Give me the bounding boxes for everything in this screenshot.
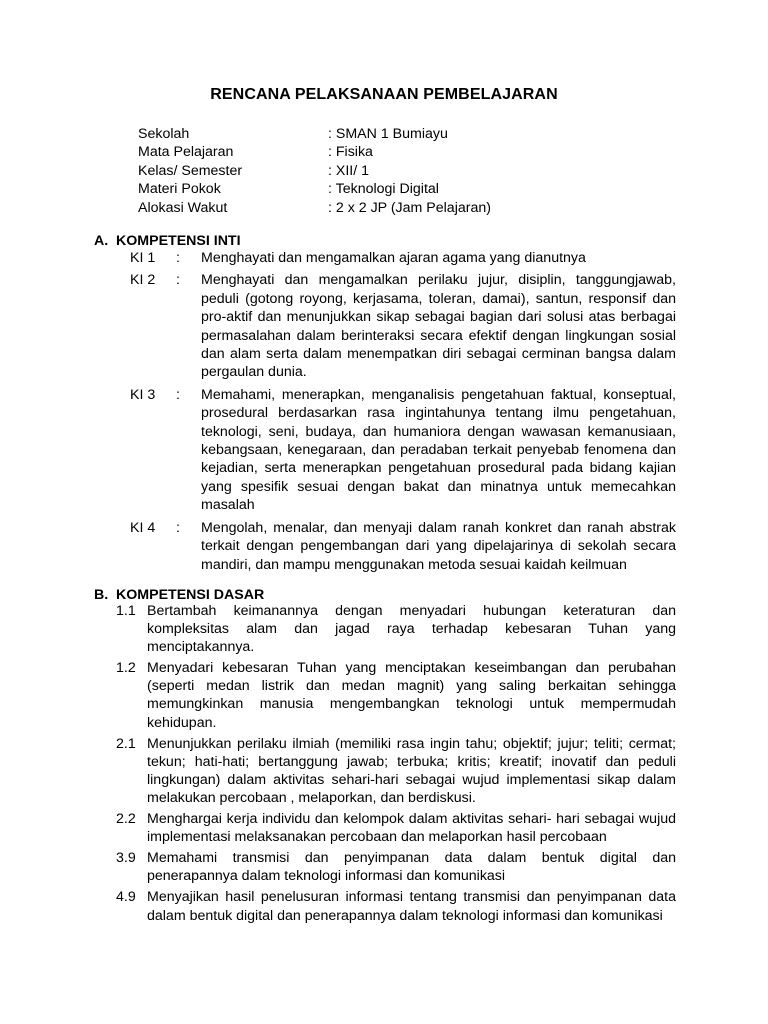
- info-block: [138, 125, 491, 217]
- kd-item: [116, 735, 676, 807]
- info-row-topic: [138, 180, 491, 198]
- ki-code: KI 2: [130, 272, 156, 289]
- ki-code: KI 3: [130, 386, 156, 403]
- ki-text: Memahami, menerapkan, menganalisis pengetahuan faktual, konseptual, prosedural berdasarkan rasa ingintahunya tentang ilmu pengetahuan, teknologi, seni, budaya, dan humaniora dengan wawasan kemanusiaan, kebangsaan, kenegaraan, dan peradaban terkait penyebab fenomena dan kejadian, serta menerapkan pengetahuan prosedural pada bidang kajian yang spesifik sesuai dengan bakat dan minatnya untuk memecahkan masalah: [201, 386, 676, 514]
- kompetensi-inti-list: [130, 249, 676, 578]
- kd-item: [116, 659, 676, 731]
- info-label: Alokasi Wakut: [138, 199, 228, 216]
- info-value: : SMAN 1 Bumiayu: [328, 126, 448, 142]
- kd-item: [116, 888, 676, 924]
- info-row-class: [138, 162, 491, 180]
- kd-item: [116, 602, 676, 656]
- kd-item: [116, 849, 676, 885]
- kd-number: 3.9: [116, 850, 136, 867]
- ki-colon: :: [176, 386, 180, 403]
- info-value: : 2 x 2 JP (Jam Pelajaran): [328, 199, 491, 216]
- info-value: : XII/ 1: [328, 162, 370, 179]
- ki-colon: :: [176, 272, 180, 289]
- ki-item: [130, 271, 676, 381]
- info-label: Sekolah: [138, 126, 190, 142]
- ki-item: [130, 249, 676, 267]
- section-letter: A.: [94, 233, 109, 249]
- info-row-time: [138, 199, 491, 217]
- kd-text: Menunjukkan perilaku ilmiah (memiliki rasa ingin tahu; objektif; jujur; teliti; cermat; tekun; hati-hati; bertanggung jawab; terbuka; kritis; kreatif; inovatif dan peduli lingkungan) dalam aktivitas sehari-hari sebagai wujud implementasi sikap dalam melakukan percobaan , melaporkan, dan berdiskusi.: [147, 735, 676, 806]
- ki-item: [130, 519, 676, 574]
- info-row-school: [138, 125, 491, 143]
- section-title: KOMPETENSI DASAR: [116, 587, 265, 603]
- kompetensi-dasar-list: [116, 602, 676, 928]
- ki-item: [130, 386, 676, 515]
- document-title: RENCANA PELAKSANAAN PEMBELAJARAN: [210, 86, 558, 103]
- section-a-heading: [94, 232, 241, 250]
- kd-number: 4.9: [116, 889, 136, 906]
- info-label: Materi Pokok: [138, 181, 221, 198]
- info-row-subject: [138, 143, 491, 161]
- ki-code: KI 4: [130, 519, 156, 536]
- kd-text: Menghargai kerja individu dan kelompok dalam aktivitas sehari- hari sebagai wujud implementasi melaksanakan percobaan dan melaporkan hasil percobaan: [147, 811, 676, 846]
- kd-number: 2.2: [116, 811, 136, 828]
- section-title: KOMPETENSI INTI: [116, 233, 241, 249]
- ki-colon: :: [176, 519, 180, 536]
- kd-number: 1.1: [116, 603, 136, 619]
- kd-number: 1.2: [116, 660, 136, 677]
- ki-colon: :: [176, 250, 180, 266]
- ki-text: Menghayati dan mengamalkan ajaran agama yang dianutnya: [201, 250, 586, 266]
- kd-text: Menyajikan hasil penelusuran informasi tentang transmisi dan penyimpanan data dalam bentuk digital dan penerapannya dalam teknologi informasi dan komunikasi: [147, 889, 676, 924]
- ki-text: Menghayati dan mengamalkan perilaku jujur, disiplin, tanggungjawab, peduli (gotong royong, kerjasama, toleran, damai), santun, responsif dan pro-aktif dan menunjukkan sikap sebagai bagian dari solusi atas berbagai permasalahan dalam berinteraksi secara efektif dengan lingkungan sosial dan alam serta dalam menempatkan diri sebagai cerminan bangsa dalam pergaulan dunia.: [201, 272, 676, 381]
- ki-code: KI 1: [130, 250, 156, 266]
- kd-text: Bertambah keimanannya dengan menyadari hubungan keteraturan dan kompleksitas alam dan jagad raya terhadap kebesaran Tuhan yang menciptakannya.: [147, 603, 676, 656]
- kd-item: [116, 810, 676, 846]
- info-label: Mata Pelajaran: [138, 144, 234, 161]
- kd-text: Memahami transmisi dan penyimpanan data dalam bentuk digital dan penerapannya dalam teknologi informasi dan komunikasi: [147, 850, 676, 885]
- info-value: : Teknologi Digital: [328, 181, 439, 198]
- kd-number: 2.1: [116, 735, 136, 752]
- info-label: Kelas/ Semester: [138, 162, 243, 179]
- ki-text: Mengolah, menalar, dan menyaji dalam ranah konkret dan ranah abstrak terkait dengan pengembangan dari yang dipelajarinya di sekolah secara mandiri, dan mampu menggunakan metoda sesuai kaidah keilmuan: [201, 519, 676, 573]
- kd-text: Menyadari kebesaran Tuhan yang menciptakan keseimbangan dan perubahan (seperti medan listrik dan medan magnit) yang saling berkaitan sehingga memungkinkan manusia mengembangkan teknologi untuk mempermudah kehidupan.: [147, 660, 676, 731]
- section-letter: B.: [94, 587, 109, 603]
- info-value: : Fisika: [328, 144, 373, 161]
